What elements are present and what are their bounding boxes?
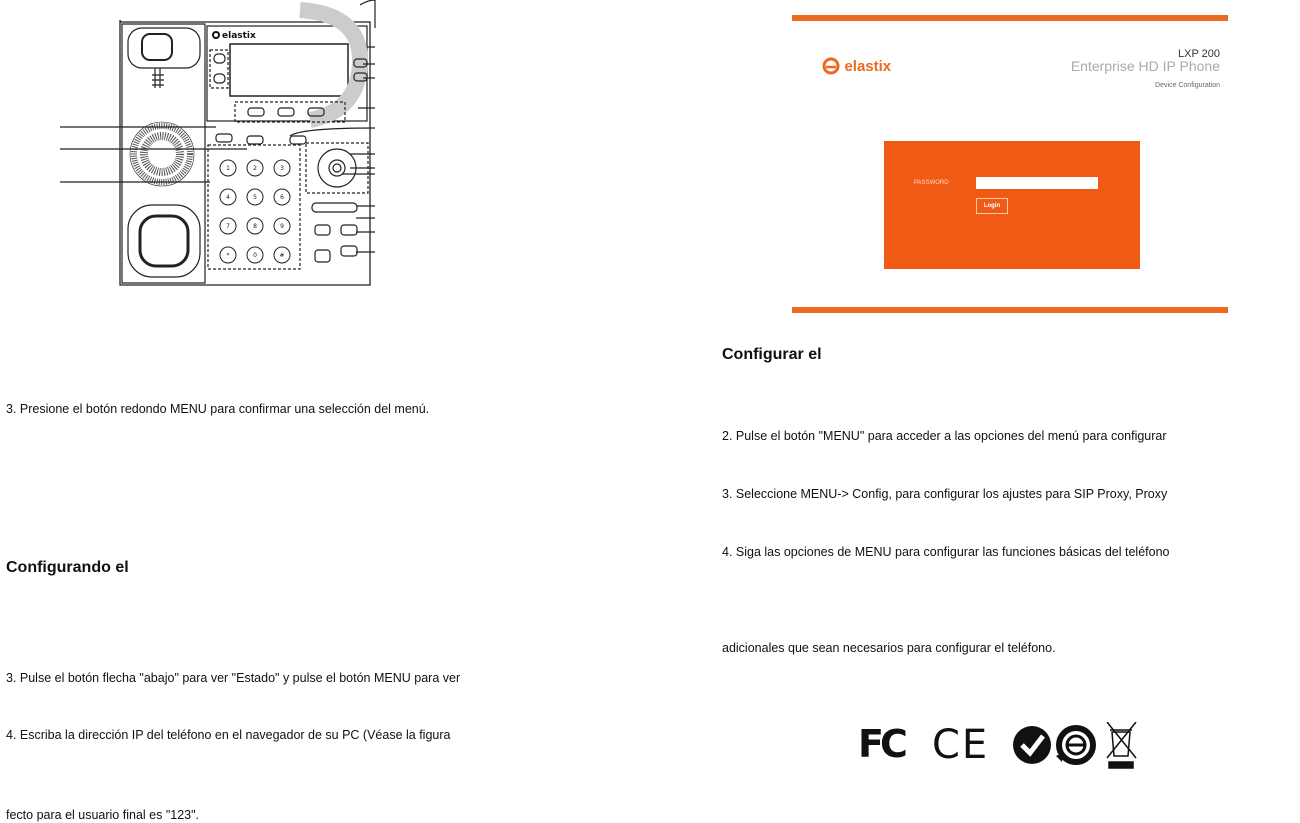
svg-text:5: 5 — [253, 194, 257, 201]
svg-text:6: 6 — [280, 194, 284, 201]
login-button[interactable]: Login — [976, 198, 1008, 214]
svg-text:#: # — [279, 252, 285, 259]
model-name: LXP 200 — [1177, 48, 1220, 60]
phone-brand-text: elastix — [222, 31, 256, 41]
certification-icons — [1012, 722, 1160, 772]
step-3: 3. Seleccione MENU-> Config, para configurar los ajustes para SIP Proxy, Proxy — [722, 487, 1168, 501]
device-config-subtitle: Device Configuration — [1155, 82, 1220, 89]
login-logo — [822, 57, 891, 76]
login-panel — [884, 141, 1140, 269]
password-label: PASSWORD — [914, 180, 949, 186]
svg-text:8: 8 — [253, 223, 257, 230]
step-2: 2. Pulse el botón "MENU" para acceder a las opciones del menú para configurar — [722, 429, 1167, 443]
login-screenshot — [792, 15, 1228, 313]
login-brand-text: elastix — [844, 58, 892, 75]
ce-mark: CE — [932, 722, 990, 768]
additional-settings: adicionales que sean necesarios para configurar el teléfono. — [722, 641, 1056, 655]
recycle-e-icon — [1056, 728, 1093, 762]
svg-text:3: 3 — [280, 165, 284, 172]
checkmark-certification-icon — [1013, 726, 1051, 764]
svg-text:2: 2 — [253, 165, 257, 172]
step-down-arrow: 3. Pulse el botón flecha "abajo" para ver "Estado" y pulse el botón MENU para ver — [6, 671, 461, 685]
weee-bin-icon — [1107, 722, 1136, 768]
step-4: 4. Siga las opciones de MENU para configurar las funciones básicas del teléfono — [722, 545, 1170, 559]
svg-text:1: 1 — [226, 165, 230, 172]
phone-brand-label — [212, 31, 256, 41]
default-password-note: fecto para el usuario final es "123". — [6, 808, 200, 822]
fcc-mark: FC — [858, 722, 904, 766]
svg-text:4: 4 — [226, 194, 230, 201]
elastix-logo-icon — [822, 57, 840, 75]
elastix-logo-icon — [212, 31, 220, 39]
svg-text:*: * — [226, 252, 230, 259]
product-name: Enterprise HD IP Phone — [1070, 58, 1220, 74]
phone-diagram — [60, 0, 400, 300]
svg-text:9: 9 — [280, 223, 284, 230]
password-input[interactable] — [976, 177, 1098, 189]
model-block — [1071, 48, 1220, 92]
left-heading: Configurando el — [6, 559, 129, 576]
svg-text:7: 7 — [226, 223, 230, 230]
step-menu-confirm: 3. Presione el botón redondo MENU para confirmar una selección del menú. — [6, 402, 430, 416]
svg-text:0: 0 — [253, 252, 257, 259]
right-heading: Configurar el — [722, 346, 822, 363]
step-ip-browser: 4. Escriba la dirección IP del teléfono en el navegador de su PC (Véase la figura — [6, 728, 451, 742]
